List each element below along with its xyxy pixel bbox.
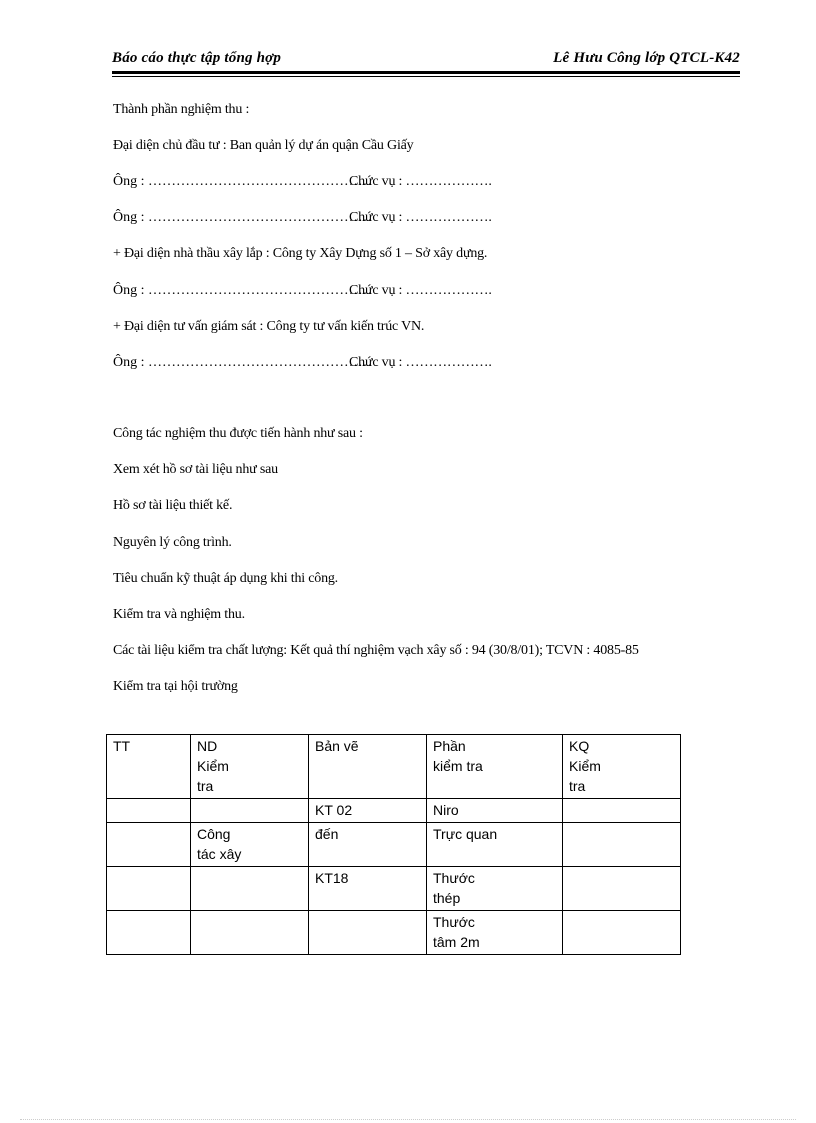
signature-line-4 xyxy=(113,355,492,371)
procedure-step-onsite: Kiểm tra tại hội trường xyxy=(113,679,238,694)
procedure-step-design-docs: Hồ sơ tài liệu thiết kế. xyxy=(113,498,233,513)
header-result: KQ Kiểm tra xyxy=(563,735,681,799)
cell-method: Thước tâm 2m xyxy=(427,911,563,955)
procedure-step-quality-docs: Các tài liệu kiểm tra chất lượng: Kết quả thí nghiệm vạch xây số : 94 (30/8/01); TCVN : 4085-85 xyxy=(113,643,639,658)
cell-method: Trực quan xyxy=(427,823,563,867)
procedure-step-standards: Tiêu chuẩn kỹ thuật áp dụng khi thi công. xyxy=(113,571,338,586)
table-header-row xyxy=(107,735,681,799)
table-row xyxy=(107,823,681,867)
inspection-table xyxy=(106,734,681,955)
signature-line-3 xyxy=(113,283,492,299)
cell-method: Niro xyxy=(427,799,563,823)
cell-drawing: đến xyxy=(309,823,427,867)
cell-content: Công tác xây xyxy=(191,823,309,867)
name-blank: Ông : ………………………………………… xyxy=(113,174,372,189)
header-content: ND Kiểm tra xyxy=(191,735,309,799)
signature-line-1 xyxy=(113,174,492,190)
table-row xyxy=(107,799,681,823)
header-drawing: Bản vẽ xyxy=(309,735,427,799)
position-blank: Chức vụ : ………………. xyxy=(349,355,492,370)
name-blank: Ông : ………………………………………… xyxy=(113,210,372,225)
header-rule-thick xyxy=(112,71,740,74)
cell-drawing: KT 02 xyxy=(309,799,427,823)
header-rule-thin xyxy=(112,76,740,77)
procedure-heading: Công tác nghiệm thu được tiến hành như sau : xyxy=(113,426,363,441)
page-bottom-border xyxy=(20,1119,796,1120)
procedure-step-review: Xem xét hồ sơ tài liệu như sau xyxy=(113,462,278,477)
position-blank: Chức vụ : ………………. xyxy=(349,210,492,225)
contractor-representative: + Đại diện nhà thầu xây lắp : Công ty Xây Dựng số 1 – Sở xây dựng. xyxy=(113,246,488,261)
procedure-step-principle: Nguyên lý công trình. xyxy=(113,535,232,550)
consultant-representative: + Đại diện tư vấn giám sát : Công ty tư vấn kiến trúc VN. xyxy=(113,319,425,334)
position-blank: Chức vụ : ………………. xyxy=(349,283,492,298)
acceptance-members-heading: Thành phần nghiệm thu : xyxy=(113,102,250,117)
cell-method: Thước thép xyxy=(427,867,563,911)
procedure-step-inspection: Kiểm tra và nghiệm thu. xyxy=(113,607,245,622)
header-inspection-part: Phần kiểm tra xyxy=(427,735,563,799)
table-row xyxy=(107,911,681,955)
name-blank: Ông : ………………………………………… xyxy=(113,283,372,298)
header-author-class: Lê Hưu Công lớp QTCL-K42 xyxy=(553,50,740,66)
investor-representative: Đại diện chủ đầu tư : Ban quản lý dự án quận Cầu Giấy xyxy=(113,138,414,153)
cell-drawing: KT18 xyxy=(309,867,427,911)
position-blank: Chức vụ : ………………. xyxy=(349,174,492,189)
signature-line-2 xyxy=(113,210,492,226)
header-tt: TT xyxy=(107,735,191,799)
header-report-title: Báo cáo thực tập tổng hợp xyxy=(112,50,282,66)
table-row xyxy=(107,867,681,911)
name-blank: Ông : ………………………………………… xyxy=(113,355,372,370)
